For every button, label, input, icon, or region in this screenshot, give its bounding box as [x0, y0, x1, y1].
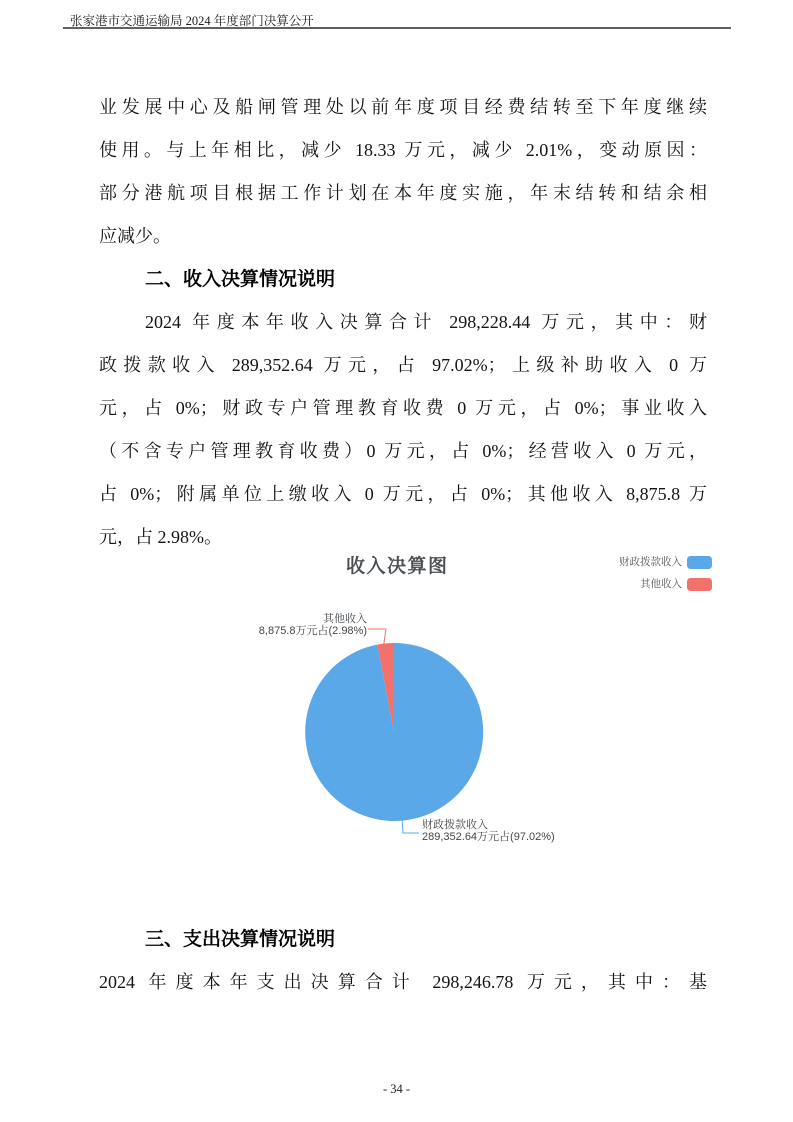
- text-line: 部分港航项目根据工作计划在本年度实施，年末结转和结余相: [99, 183, 707, 203]
- text-line: 政拨款收入 289,352.64 万元，占 97.02%；上级补助收入 0 万: [99, 355, 707, 375]
- text-line: 2024 年度本年收入决算合计 298,228.44 万元，其中：财: [145, 312, 707, 332]
- pie-label-value: 289,352.64万元占(97.02%): [422, 830, 555, 843]
- page-number: - 34 -: [382, 1082, 411, 1096]
- text-line: 业发展中心及船闸管理处以前年度项目经费结转至下年度继续: [99, 97, 707, 117]
- pie-slices: [305, 643, 483, 821]
- pie-label-other-income: [259, 614, 367, 637]
- legend-label: 财政拨款收入: [619, 556, 682, 568]
- section-heading: 二、收入决算情况说明: [145, 269, 336, 290]
- section-heading: 三、支出决算情况说明: [145, 929, 336, 950]
- text-line: 应减少。: [99, 226, 171, 246]
- pie-label-value: 8,875.8万元占(2.98%): [258, 624, 367, 637]
- pie-slice-财政拨款收入: [305, 643, 483, 821]
- pie-label-name: 其他收入: [323, 613, 367, 625]
- legend-label: 其他收入: [640, 578, 682, 590]
- pie-label-fiscal-income: [422, 820, 555, 843]
- page-header-title: 张家港市交通运输局 2024 年度部门决算公开: [70, 14, 314, 28]
- text-line: 占 0%；附属单位上缴收入 0 万元，占 0%；其他收入 8,875.8 万: [99, 484, 707, 504]
- label-line-other-income: [368, 629, 387, 646]
- text-line: 使用。与上年相比，减少 18.33 万元，减少 2.01%，变动原因：: [99, 140, 707, 160]
- chart-title: 收入决算图: [346, 556, 449, 577]
- text-line: 元，占 2.98%。: [99, 527, 222, 547]
- text-line: （不含专户管理教育收费）0 万元，占 0%；经营收入 0 万元，: [99, 441, 707, 461]
- pie-label-name: 财政拨款收入: [422, 819, 488, 831]
- text-line: 元，占 0%；财政专户管理教育收费 0 万元，占 0%；事业收入: [99, 398, 707, 418]
- label-line-fiscal-income: [402, 819, 419, 833]
- text-line: 2024 年度本年支出决算合计 298,246.78 万元，其中：基: [99, 972, 707, 992]
